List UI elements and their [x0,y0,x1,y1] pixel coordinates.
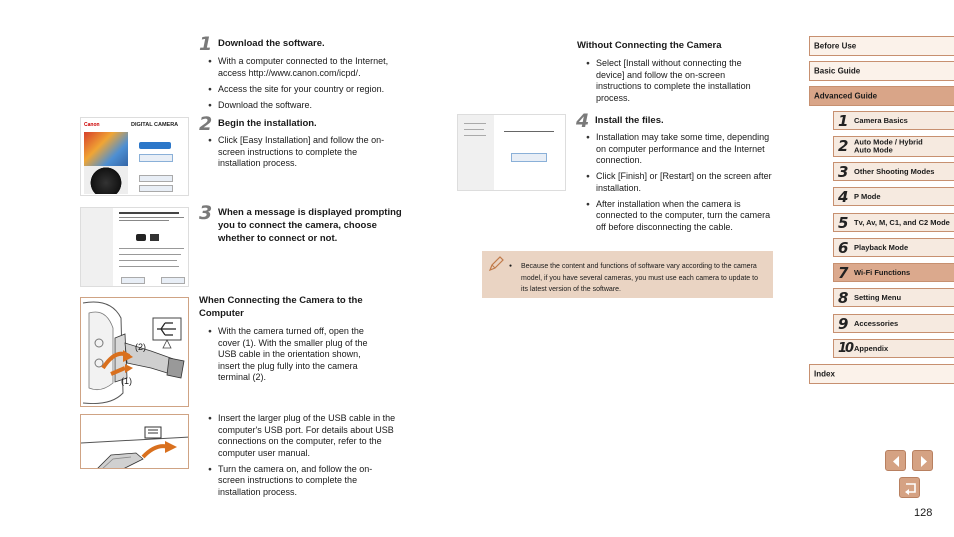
chapter-label: Setting Menu [854,292,902,302]
dialog-sidebar [81,208,113,287]
step-4-title: Install the files. [595,115,664,126]
installer-screenshot [80,117,189,196]
step-1-number: 1 [199,33,212,55]
step-2-bullets [208,135,398,174]
chapter-5[interactable] [833,213,954,232]
register-button[interactable] [139,175,173,182]
step-3-title: When a message is displayed prompting you to connect the camera, choose whether to connect or not. [218,207,402,244]
list-item: ● Access the site for your country or region. [208,84,403,96]
finish-sidebar [458,115,494,191]
chapter-2[interactable] [833,136,954,157]
chapter-7[interactable] [833,263,954,282]
label-2: (2) [135,342,146,352]
chapter-number: 2 [838,137,848,155]
step-2-title: Begin the installation. [218,118,317,129]
chapter-8[interactable] [833,288,954,307]
page-number: 128 [914,507,933,519]
arrow-left-icon [886,451,907,472]
chapter-number: 7 [838,264,848,282]
list-item: ● Turn the camera on, and follow the on-screen instructions to complete the installation process. [208,464,398,499]
chapter-number: 5 [838,214,848,232]
camera-usb-illustration [80,297,189,407]
nav-basic-guide[interactable] [809,61,954,81]
camera-side-drawing [81,298,189,407]
nav-before-use[interactable] [809,36,954,56]
easy-installation-button[interactable] [139,142,171,149]
chapter-label: Appendix [854,343,889,353]
dialog-heading-line [119,212,179,214]
label-1: (1) [121,376,132,386]
nav-index[interactable] [809,364,954,384]
nav-label: Before Use [814,41,857,51]
return-button[interactable] [899,477,920,498]
chapter-number: 1 [838,112,848,130]
custom-installation-button[interactable] [139,154,173,162]
finish-button[interactable] [511,153,547,162]
next-page-button[interactable] [912,450,933,471]
chapter-number: 8 [838,289,848,307]
list-item: ● Insert the larger plug of the USB cable in the computer's USB port. For details about USB connections on the computer, refer to the computer user manual. [208,413,398,459]
connecting-bullets [208,326,383,388]
chapter-number: 3 [838,163,848,181]
camera-icon [136,234,146,241]
list-item: ● Select [Install without connecting the device] and follow the on-screen instructions to complete the installation process. [586,58,761,104]
list-item: ● Click [Finish] or [Restart] on the screen after installation. [586,171,774,194]
digital-camera-label: DIGITAL CAMERA [131,122,179,128]
exit-button[interactable] [139,185,173,192]
usb-port-bullets [208,413,398,503]
finish-message-line [504,131,554,132]
list-item: ● With a computer connected to the Internet, access http://www.canon.com/icpd/. [208,56,403,79]
chapter-label: Camera Basics [854,115,908,125]
chapter-9[interactable] [833,314,954,333]
chapter-number: 9 [838,315,848,333]
finish-screenshot [457,114,566,191]
chapter-6[interactable] [833,238,954,257]
previous-page-button[interactable] [885,450,906,471]
arrow-right-icon [913,451,934,472]
pencil-note-icon [488,256,504,272]
usb-port-illustration [80,414,189,469]
nav-label: Index [814,369,835,379]
return-arrow-icon [900,478,921,499]
computer-icon [150,234,159,241]
chapter-number: 10 [838,341,853,356]
chapter-3[interactable] [833,162,954,181]
chapter-label: Playback Mode [854,242,909,252]
without-camera-heading: Without Connecting the Camera [577,40,722,51]
cancel-button[interactable] [121,277,145,284]
step-3-number: 3 [199,202,212,224]
step-4-bullets [586,132,774,238]
without-camera-bullets [586,58,761,109]
step-2-number: 2 [199,113,212,135]
chapter-number: 6 [838,239,848,257]
chapter-label: Wi-Fi Functions [854,267,911,277]
list-item: ● Download the software. [208,100,403,112]
list-item: ● Click [Easy Installation] and follow the on-screen instructions to complete the installation process. [208,135,398,170]
list-item: ● After installation when the camera is connected to the computer, turn the camera off before disconnecting the cable. [586,199,774,234]
chapter-label: Tv, Av, M, C1, and C2 Mode [854,217,950,227]
chapter-label: Accessories [854,318,899,328]
chapter-4[interactable] [833,187,954,206]
canon-logo: Canon [84,122,100,128]
chapter-1[interactable] [833,111,954,130]
next-button[interactable] [161,277,185,284]
chapter-10[interactable] [833,339,954,358]
chapter-label: Other Shooting Modes [854,166,935,176]
computer-usb-drawing [81,415,189,469]
camera-lens-image [84,166,128,194]
step-4-number: 4 [576,110,589,132]
connect-prompt-screenshot [80,207,189,287]
list-item: ● Installation may take some time, depending on computer performance and the Internet connection. [586,132,774,167]
list-item: ● With the camera turned off, open the cover (1). With the smaller plug of the USB cable in the orientation shown, insert the plug fully into the camera terminal (2). [208,326,383,384]
chapter-number: 4 [838,188,848,206]
chapter-label: P Mode [854,191,881,201]
nav-label: Basic Guide [814,66,861,76]
connecting-heading: When Connecting the Camera to the Computer [199,295,363,319]
step-1-bullets [208,56,403,116]
nav-advanced-guide[interactable] [809,86,954,106]
chapter-label: Auto Mode / Hybrid Auto Mode [854,137,923,155]
step-1-title: Download the software. [218,38,325,49]
nav-label: Advanced Guide [814,91,878,101]
note-box [482,251,773,298]
note-text: ● Because the content and functions of software vary according to the camera model, if you have several cameras, you must use each camera to update to its latest version of the software. [509,261,764,296]
